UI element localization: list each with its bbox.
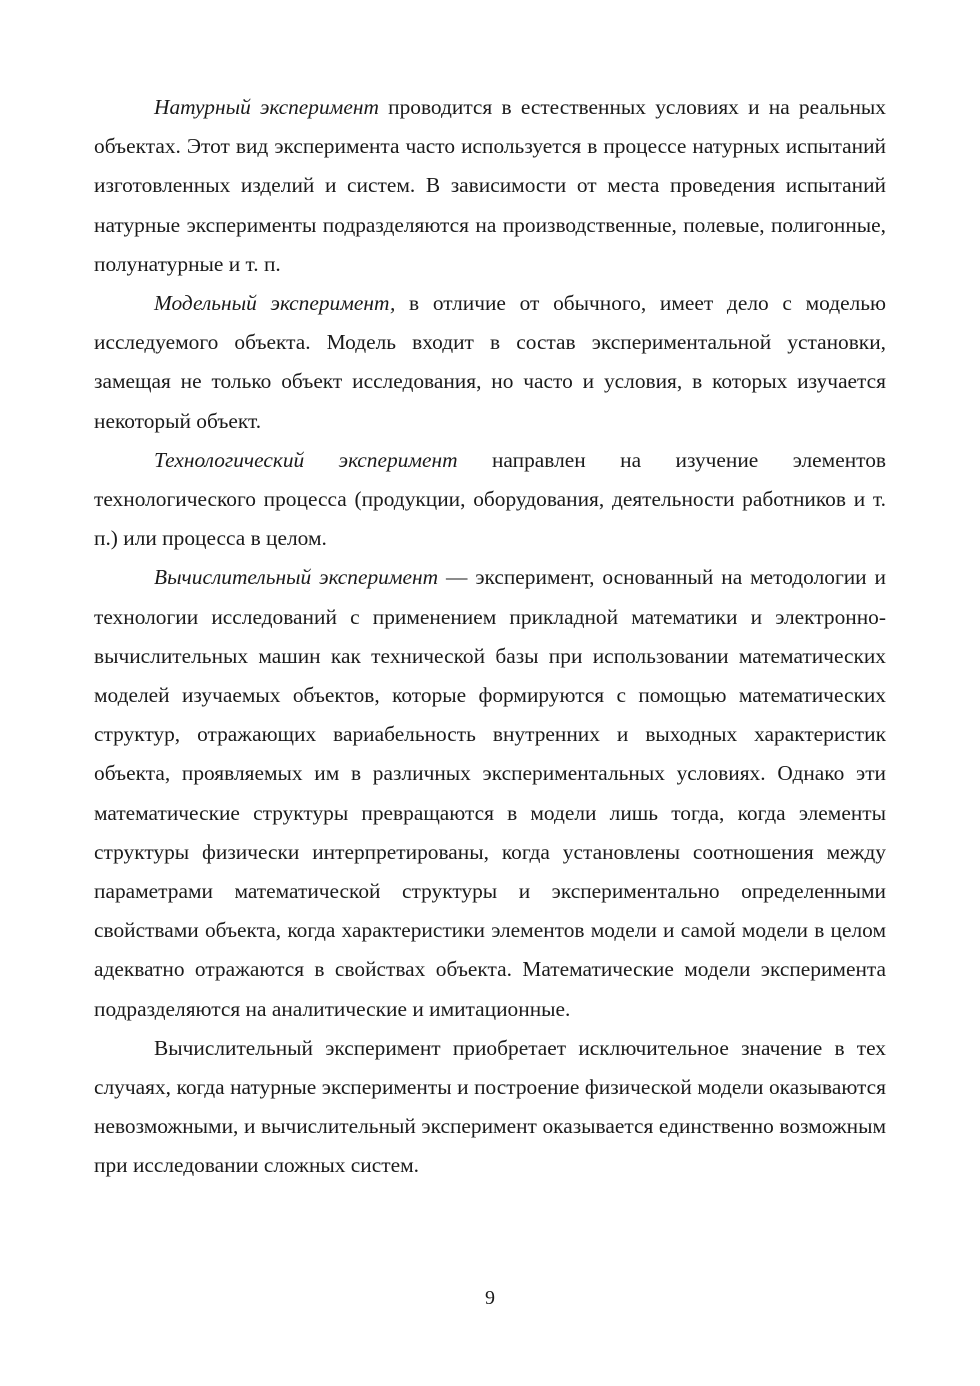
paragraph-text: направлен на изучение элементов технологического процесса (продукции, оборудования, деятельности работников и т. п.) или процесса в целом.	[94, 447, 886, 551]
paragraph-computational-significance	[94, 1029, 886, 1186]
term-technological-experiment: Технологический эксперимент	[154, 447, 458, 472]
paragraph-text: — эксперимент, основанный на методологии и технологии исследований с применением прикладной математики и электронно-вычислительных машин как технической базы при использовании математических моделей изучаемых объектов, которые формируются с помощью математических структур, отражающих вариабельность внутренних и выходных характеристик объекта, проявляемых им в различных экспериментальных условиях. Однако эти математические структуры превращаются в модели лишь тогда, когда элементы структуры физически интерпретированы, когда установлены соотношения между параметрами математической структуры и экспериментально определенными свойствами объекта, когда характеристики элементов модели и самой модели в целом адекватно отражаются в свойствах объекта. Математические модели эксперимента подразделяются на аналитические и имитационные.	[94, 565, 887, 1021]
paragraph-text: в отличие от обычного, имеет дело с моделью исследуемого объекта. Модель входит в состав экспериментальной установки, замещая не только объект исследования, но часто и условия, в которых изучается некоторый объект.	[94, 291, 886, 433]
paragraph-text: Вычислительный эксперимент приобретает исключительное значение в тех случаях, когда натурные эксперименты и построение физической модели оказываются невозможными, и вычислительный эксперимент оказывается единственно возможным при исследовании сложных систем.	[94, 1035, 886, 1178]
paragraph-model-experiment	[94, 284, 886, 441]
page-body	[94, 88, 886, 1186]
paragraph-computational-experiment	[94, 558, 886, 1028]
term-computational-experiment: Вычислительный эксперимент	[154, 565, 439, 590]
paragraph-text: проводится в естественных условиях и на реальных объектах. Этот вид эксперимента часто используется в процессе натурных испытаний изготовленных изделий и систем. В зависимости от места проведения испытаний натурные эксперименты подразделяются на производственные, полевые, полигонные, полунатурные и т. п.	[94, 95, 886, 276]
paragraph-technological-experiment	[94, 441, 886, 559]
paragraph-natural-experiment	[94, 88, 886, 284]
term-natural-experiment: Натурный эксперимент	[154, 95, 379, 119]
page-number: 9	[485, 1287, 495, 1309]
term-model-experiment: Модельный эксперимент,	[154, 291, 396, 316]
